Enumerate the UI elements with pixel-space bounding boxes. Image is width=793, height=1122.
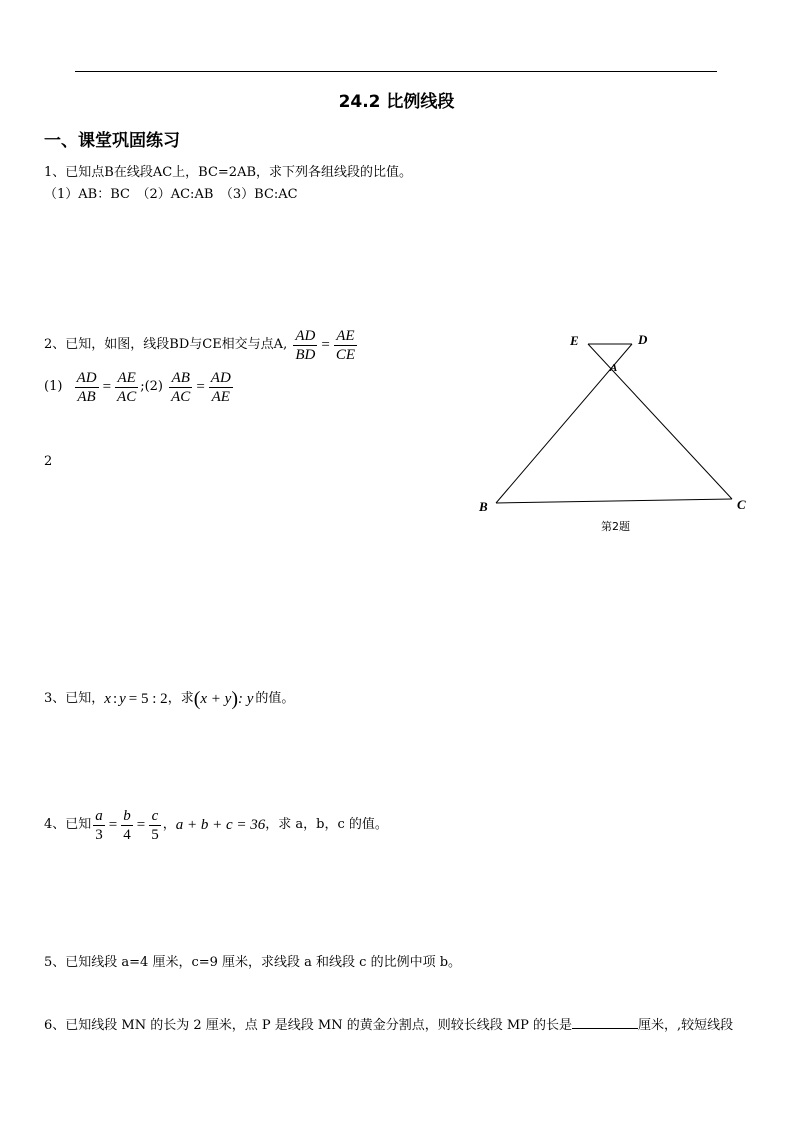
fraction-ad-ae [209, 369, 233, 406]
fraction-ad-ab [75, 369, 99, 406]
var-x: x [104, 691, 111, 707]
fraction-denominator: AB [77, 388, 96, 405]
fraction-denominator: BD [295, 346, 316, 363]
label-c: C [737, 497, 746, 512]
question-2-prefix: 2、已知，如图，线段BD与CE相交与点A, [44, 337, 288, 352]
comma: ， [162, 817, 176, 832]
fraction-denominator: CE [335, 346, 355, 363]
question-3-suffix: 的值。 [255, 691, 295, 706]
question-4-line [44, 806, 388, 845]
close-paren: ) [231, 688, 238, 710]
part-separator: ;(2) [140, 379, 163, 394]
stray-number: 2 [44, 454, 53, 469]
fraction-ab-ac [169, 369, 192, 406]
fraction-numerator: b [123, 807, 131, 824]
section-heading: 一、课堂巩固练习 [44, 131, 180, 151]
label-a: A [610, 362, 618, 374]
ratio-value: = 5 : 2 [128, 691, 168, 707]
fraction-numerator: AB [169, 369, 192, 388]
label-e: E [570, 333, 579, 348]
fraction-numerator: a [95, 807, 103, 824]
segment-bc [496, 499, 732, 503]
fraction-numerator: c [149, 807, 161, 826]
colon: : [112, 691, 118, 707]
equals-sign: = [321, 337, 330, 353]
header-rule [75, 71, 717, 72]
equals-sign: = [108, 817, 118, 833]
question-4-suffix: ，求 a，b，c 的值。 [265, 817, 388, 832]
answer-blank[interactable] [572, 1016, 638, 1029]
fraction-denominator: 3 [95, 826, 103, 843]
equals-sign: = [196, 379, 205, 395]
triangle-figure [470, 325, 760, 540]
question-6-after: 厘米，,较短线段 [638, 1018, 734, 1033]
fraction-ae-ce [334, 327, 357, 364]
page-title: 24.2 比例线段 [338, 92, 455, 112]
fraction-a-3 [93, 807, 105, 844]
figure-caption: 第2题 [601, 520, 630, 533]
question-3-prefix: 3、已知， [44, 691, 105, 706]
question-4-prefix: 4、已知 [44, 817, 92, 832]
fraction-denominator: AC [117, 388, 137, 405]
question-3-mid: ，求 [167, 691, 194, 706]
fraction-ae-ac [115, 369, 138, 406]
question-6-before: 6、已知线段 MN 的长为 2 厘米，点 P 是线段 MN 的黄金分割点，则较长线段 MP 的长是 [44, 1018, 573, 1033]
expression-inner: x + y [200, 691, 232, 707]
fraction-c-5 [149, 807, 161, 844]
equals-sign: = [102, 379, 112, 395]
open-paren: ( [193, 688, 201, 710]
fraction-denominator: AE [211, 388, 230, 405]
fraction-numerator: AD [76, 369, 97, 386]
var-y: y [119, 691, 126, 707]
fraction-numerator: AD [295, 327, 316, 344]
fraction-numerator: AE [334, 327, 357, 346]
question-6-line [44, 1014, 733, 1033]
fraction-denominator: AC [171, 388, 191, 405]
question-2-parts [44, 368, 235, 407]
label-d: D [638, 332, 648, 347]
question-3-line [44, 686, 294, 713]
question-5-text: 5、已知线段 a=4 厘米，c=9 厘米，求线段 a 和线段 c 的比例中项 b。 [44, 955, 462, 970]
label-b: B [479, 499, 488, 514]
question-1-text: 1、已知点B在线段AC上，BC=2AB，求下列各组线段的比值。 [44, 165, 413, 180]
fraction-b-4 [121, 807, 133, 844]
fraction-numerator: AD [210, 369, 231, 386]
equals-sign: = [136, 817, 146, 833]
fraction-numerator: AE [115, 369, 138, 388]
expression-after: : y [237, 691, 254, 707]
part-1-label: (1) [44, 379, 63, 394]
question-1-parts: （1）AB：BC （2）AC:AB （3）BC:AC [44, 187, 298, 202]
question-2-line [44, 326, 359, 365]
fraction-ad-bd [293, 327, 317, 364]
fraction-denominator: 4 [123, 826, 131, 843]
fraction-denominator: 5 [151, 826, 159, 843]
sum-equation: a + b + c = 36 [175, 817, 266, 833]
